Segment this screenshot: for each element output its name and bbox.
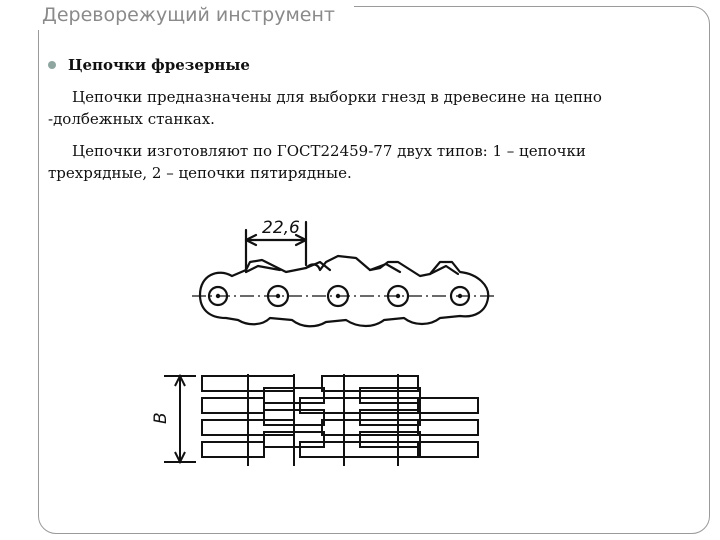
tooth-3 bbox=[370, 264, 400, 272]
paragraph-purpose: Цепочки предназначены для выборки гнезд в древесине на цепно -долбежных станках. bbox=[48, 88, 602, 128]
paragraph-types: Цепочки изготовляют по ГОСТ22459-77 двух типов: 1 – цепочки трехрядные, 2 – цепочки пятирядные. bbox=[48, 142, 586, 182]
width-label: В bbox=[151, 412, 171, 424]
pitch-label: 22,6 bbox=[262, 218, 300, 238]
bullet-text: Цепочки фрезерные bbox=[68, 56, 250, 74]
slide-title: Дереворежущий инструмент bbox=[42, 4, 335, 26]
chain-top-view bbox=[164, 374, 478, 466]
